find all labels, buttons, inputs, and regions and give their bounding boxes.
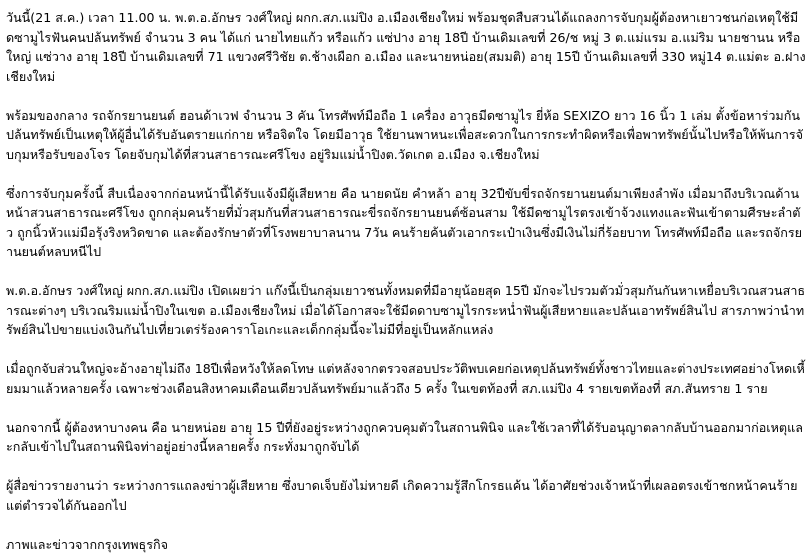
article-paragraph-incident: ซึ่งการจับกุมครั้งนี้ สืบเนื่องจากก่อนหน้านี้ได้รับแจ้งมีผู้เสียหาย คือ นายดนัย คำหล้า อายุ 32ปีขับขี่รถจักรยานยนต์มาเพียงลำพัง เมื่อมาถึงบริเวณด้านหน้าสวนสาธารณะศรีโขง ถูกกลุ่มคนร้ายที่มั่วสุมกันที่สวนสาธารณะขี่รถจักรยานยนต์ซ้อนสาม ใช้มีดซามูไรตรงเข้าจ้วงแทงและฟันเข้าตามศีรษะลำตัว ถูกนิ้วหัวแม่มือรุ้งริงหวิดขาด และต้องรักษาตัวที่โรงพยาบาลนาน 7วัน คนร้ายค้นตัวเอากระเป๋าเงินซึ่งมีเงินไม่กี่ร้อยบาท โทรศัพท์มือถือ และรถจักรยานยนต์หลบหนีไป (6, 184, 806, 262)
article-paragraph-gang: พ.ต.อ.อักษร วงศ์ใหญ่ ผกก.สภ.แม่ปิง เปิดเผยว่า แก๊งนี้เป็นกลุ่มเยาวชนทั้งหมดที่มีอายุน้อยสุด 15ปี มักจะไปรวมตัวมั่วสุมกันกันหาเหยื่อบริเวณสวนสาธารณะต่างๆ บริเวณริมแม่น้ำปิงในเขต อ.เมืองเชียงใหม่ เมื่อได้โอกาสจะใช้มีดดาบซามูไรกระหน่ำฟันผู้เสียหายและปล้นเอาทรัพย์สินไป สารภาพว่านำทรัพย์สินไปขายแบ่งเงินกันไปเที่ยวเตร่ร้องคาราโอเกะและเด็กกลุ่มนี้จะไม่มีที่อยู่เป็นหลักแหล่ง (6, 281, 806, 340)
article-paragraph-lead: วันนี้(21 ส.ค.) เวลา 11.00 น. พ.ต.อ.อักษร วงศ์ใหญ่ ผกก.สภ.แม่ปิง อ.เมืองเชียงใหม่ พร้อมชุดสืบสวนได้แถลงการจับกุมผู้ต้องหาเยาวชนก่อเหตุใช้มีดซามูไรฟันคนปล้นทรัพย์ จำนวน 3 คน ได้แก่ นายไทยแก้ว หรือแก้ว แซ่ปาง อายุ 18ปี บ้านเดิมเลขที่ 26/ช หมู่ 3 ต.แม่แรม อ.แม่ริม นายชานน หรือใหญ่ แซ่วาง อายุ 18ปี บ้านเดิมเลขที่ 71 แขวงศรีวิชัย ต.ช้างเผือก อ.เมือง และนายหน่อย(สมมติ) อายุ 15ปี บ้านเดิมเลขที่ 330 หมู่14 ต.แม่ตะ อ.ฝาง เชียงใหม่ (6, 8, 806, 86)
article-paragraph-suspect: นอกจากนี้ ผู้ต้องหาบางคน คือ นายหน่อย อายุ 15 ปีที่ยังอยู่ระหว่างถูกควบคุมตัวในสถานพินิจ และใช้เวลาที่ได้รับอนุญาตลากลับบ้านออกมาก่อเหตุและกลับเข้าไปในสถานพินิจท่าอยู่อย่างนี้หลายครั้ง กระทั่งมาถูกจับได้ (6, 418, 806, 457)
news-article (6, 8, 806, 554)
article-paragraph-history: เมื่อถูกจับส่วนใหญ่จะอ้างอายุไม่ถึง 18ปีเพื่อหวังให้ลดโทษ แต่หลังจากตรวจสอบประวัติพบเคยก่อเหตุปล้นทรัพย์ทั้งชาวไทยและต่างประเทศอย่างโหดเหี้ยมมาแล้วหลายครั้ง เฉพาะช่วงเดือนสิงหาคมเดือนเดียวปล้นทรัพย์มาแล้วถึง 5 ครั้ง ในเขตท้องที่ สภ.แม่ปิง 4 รายเขตท้องที่ สภ.สันทราย 1 ราย (6, 359, 806, 398)
article-paragraph-press-conference: ผู้สื่อข่าวรายงานว่า ระหว่างการแถลงข่าวผู้เสียหาย ซึ่งบาดเจ็บยังไม่หายดี เกิดความรู้สึกโกรธแค้น ได้อาศัยช่วงเจ้าหน้าที่เผลอตรงเข้าชกหน้าคนร้าย แต่ตำรวจได้กันออกไป (6, 476, 806, 515)
article-credit: ภาพและข่าวจากกรุงเทพธุรกิจ (6, 535, 806, 554)
article-paragraph-evidence: พร้อมของกลาง รถจักรยานยนต์ ฮอนด้าเวฟ จำนวน 3 คัน โทรศัพท์มือถือ 1 เครื่อง อาวุธมีดซามูไร ยี่ห้อ SEXIZO ยาว 16 นิ้ว 1 เล่ม ตั้งข้อหาร่วมกันปล้นทรัพย์เป็นเหตุให้ผู้อื่นได้รับอันตรายแก่กาย หรือจิตใจ โดยมีอาวุธ ใช้ยานพาหนะเพื่อสะดวกในการกระทำผิดหรือเพื่อพาทรัพย์นั้นไปหรือให้พ้นการจับกุมหรือรับของโจร โดยจับกุมได้ที่สวนสาธารณะศรีโขง อยู่ริมแม่น้ำปิงต.วัดเกต อ.เมือง จ.เชียงใหม่ (6, 106, 806, 165)
